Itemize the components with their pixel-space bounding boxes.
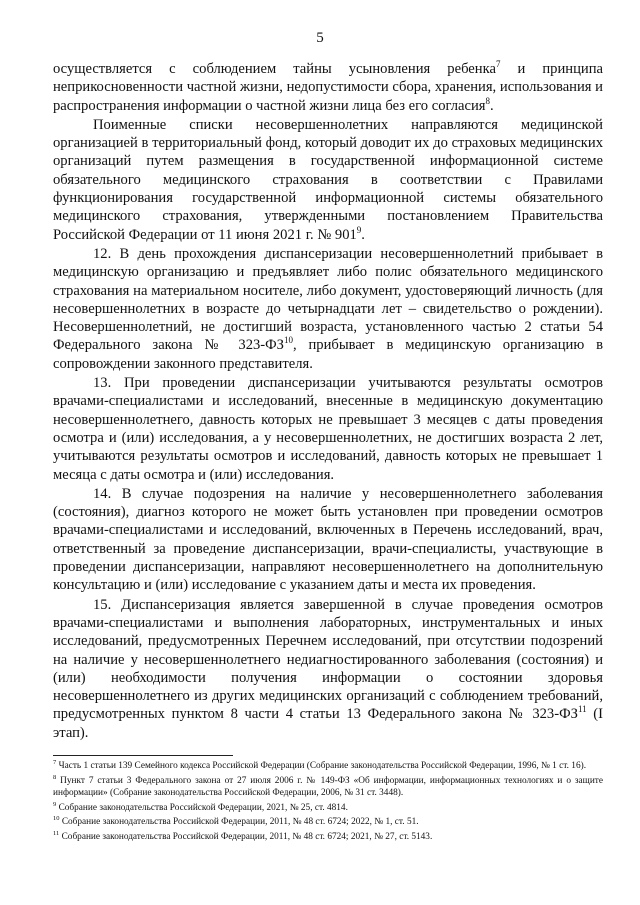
- document-body: [53, 60, 603, 743]
- paragraph-text: Поименные списки несовершеннолетних направляются медицинской организацией в территориальный фонд, который доводит их до страховых медицинских организаций путем размещения в государственной информационной системе обязательного медицинского страхования в соответствии с Правилами функционирования государственной информационной системы обязательного медицинского страхования, утвержденными постановлением Правительства Российской Федерации от 11 июня 2021 г. № 901: [53, 116, 603, 243]
- paragraph-text: 15. Диспансеризация является завершенной в случае проведения осмотров врачами-специалистами и выполнения лабораторных, инструментальных и иных исследований, предусмотренных Перечнем исследований, при отсутствии подозрений на наличие у несовершеннолетнего недиагностированного заболевания (состояния) и (или) необходимости получения информации о состоянии здоровья несовершеннолетнего из других медицинских организаций с соблюдением требований, предусмотренных пунктом 8 части 4 статьи 13 Федерального закона № 323-ФЗ: [53, 596, 603, 723]
- footnote-number: 11: [53, 829, 60, 837]
- footnote-ref[interactable]: 7: [495, 59, 501, 70]
- paragraph-14: [53, 485, 603, 595]
- paragraph-text: 13. При проведении диспансеризации учитываются результаты осмотров врачами-специалистами и исследований, внесенные в медицинскую документацию несовершеннолетнего, давность которых не превышает 3 месяцев с даты проведения осмотра и (или) исследования, а у несовершеннолетних, не достигших возраста 2 лет, учитываются результаты осмотров и исследований, давность которых не превышает 1 месяца с даты осмотра и (или) исследования.: [53, 375, 603, 483]
- footnote-number: 10: [53, 814, 60, 822]
- footnote-text: Собрание законодательства Российской Федерации, 2021, № 25, ст. 4814.: [56, 802, 348, 813]
- footnote-text: Пункт 7 статьи 3 Федерального закона от 27 июля 2006 г. № 149-ФЗ «Об информации, информационных технологиях и о защите информации» (Собрание законодательства Российской Федерации, 2006, № 31 ст. 3448).: [53, 775, 603, 798]
- page-number: 5: [316, 30, 324, 46]
- paragraph-continuation: [53, 60, 603, 115]
- paragraph-12: [53, 245, 603, 373]
- footnote-7: [53, 760, 603, 773]
- footnote-text: Собрание законодательства Российской Федерации, 2011, № 48 ст. 6724; 2022, № 1, ст. 51.: [59, 817, 419, 827]
- footnote-divider: [53, 755, 233, 756]
- paragraph-text: 12. В день прохождения диспансеризации несовершеннолетний прибывает в медицинскую организацию и предъявляет либо полис обязательного медицинского страхования на материальном носителе, либо документ, удостоверяющий личность (для несовершеннолетних в возрасте до четырнадцати лет – свидетельство о рождении). Несовершеннолетний, не достигший возраста, установленного частью 2 статьи 54 Федерального закона № 323-ФЗ: [53, 245, 603, 354]
- paragraph-text: (I этап).: [53, 706, 604, 741]
- footnotes: [53, 760, 603, 845]
- footnote-ref[interactable]: 10: [283, 335, 293, 346]
- paragraph-text: .: [490, 97, 494, 114]
- paragraph-text: .: [361, 226, 365, 243]
- paragraph-15: [53, 596, 603, 742]
- footnote-number: 7: [53, 758, 57, 766]
- footnote-number: 9: [53, 800, 57, 808]
- paragraph-text: , прибывает в медицинскую организацию в сопровождении законного представителя.: [53, 337, 603, 372]
- footnote-ref[interactable]: 8: [485, 95, 490, 106]
- footnote-10: [53, 816, 603, 829]
- paragraph-text: 14. В случае подозрения на наличие у несовершеннолетнего заболевания (состояния), диагноз которого не может быть установлен при проведении осмотров врачами-специалистами и исследований, включенных в Перечень исследований, врач, ответственный за проведение диспансеризации, врачи-специалисты, участвующие в проведении диспансеризации, направляют несовершеннолетнего на дополнительную консультацию и (или) исследование с указанием даты и места их проведения.: [53, 485, 603, 594]
- footnote-ref[interactable]: 11: [577, 704, 587, 715]
- footnote-8: [53, 775, 603, 800]
- footnote-11: [53, 831, 603, 844]
- footnote-ref[interactable]: 9: [356, 224, 362, 235]
- paragraph-13: [53, 374, 603, 484]
- footnote-number: 8: [53, 773, 57, 781]
- footnote-text: Собрание законодательства Российской Федерации, 2011, № 48 ст. 6724; 2021, № 27, ст. 5143.: [59, 831, 433, 842]
- paragraph-lists: [53, 116, 603, 244]
- footnote-9: [53, 802, 603, 815]
- footnote-text: Часть 1 статьи 139 Семейного кодекса Российской Федерации (Собрание законодательства Российской Федерации, 1996, № 1 ст. 16).: [56, 761, 587, 771]
- paragraph-text: и принципа неприкосновенности частной жизни, недопустимости сбора, хранения, использования и распространения информации о частной жизни лица без его согласия: [53, 61, 603, 114]
- paragraph-text: осуществляется с соблюдением тайны усыновления ребенка: [53, 61, 496, 77]
